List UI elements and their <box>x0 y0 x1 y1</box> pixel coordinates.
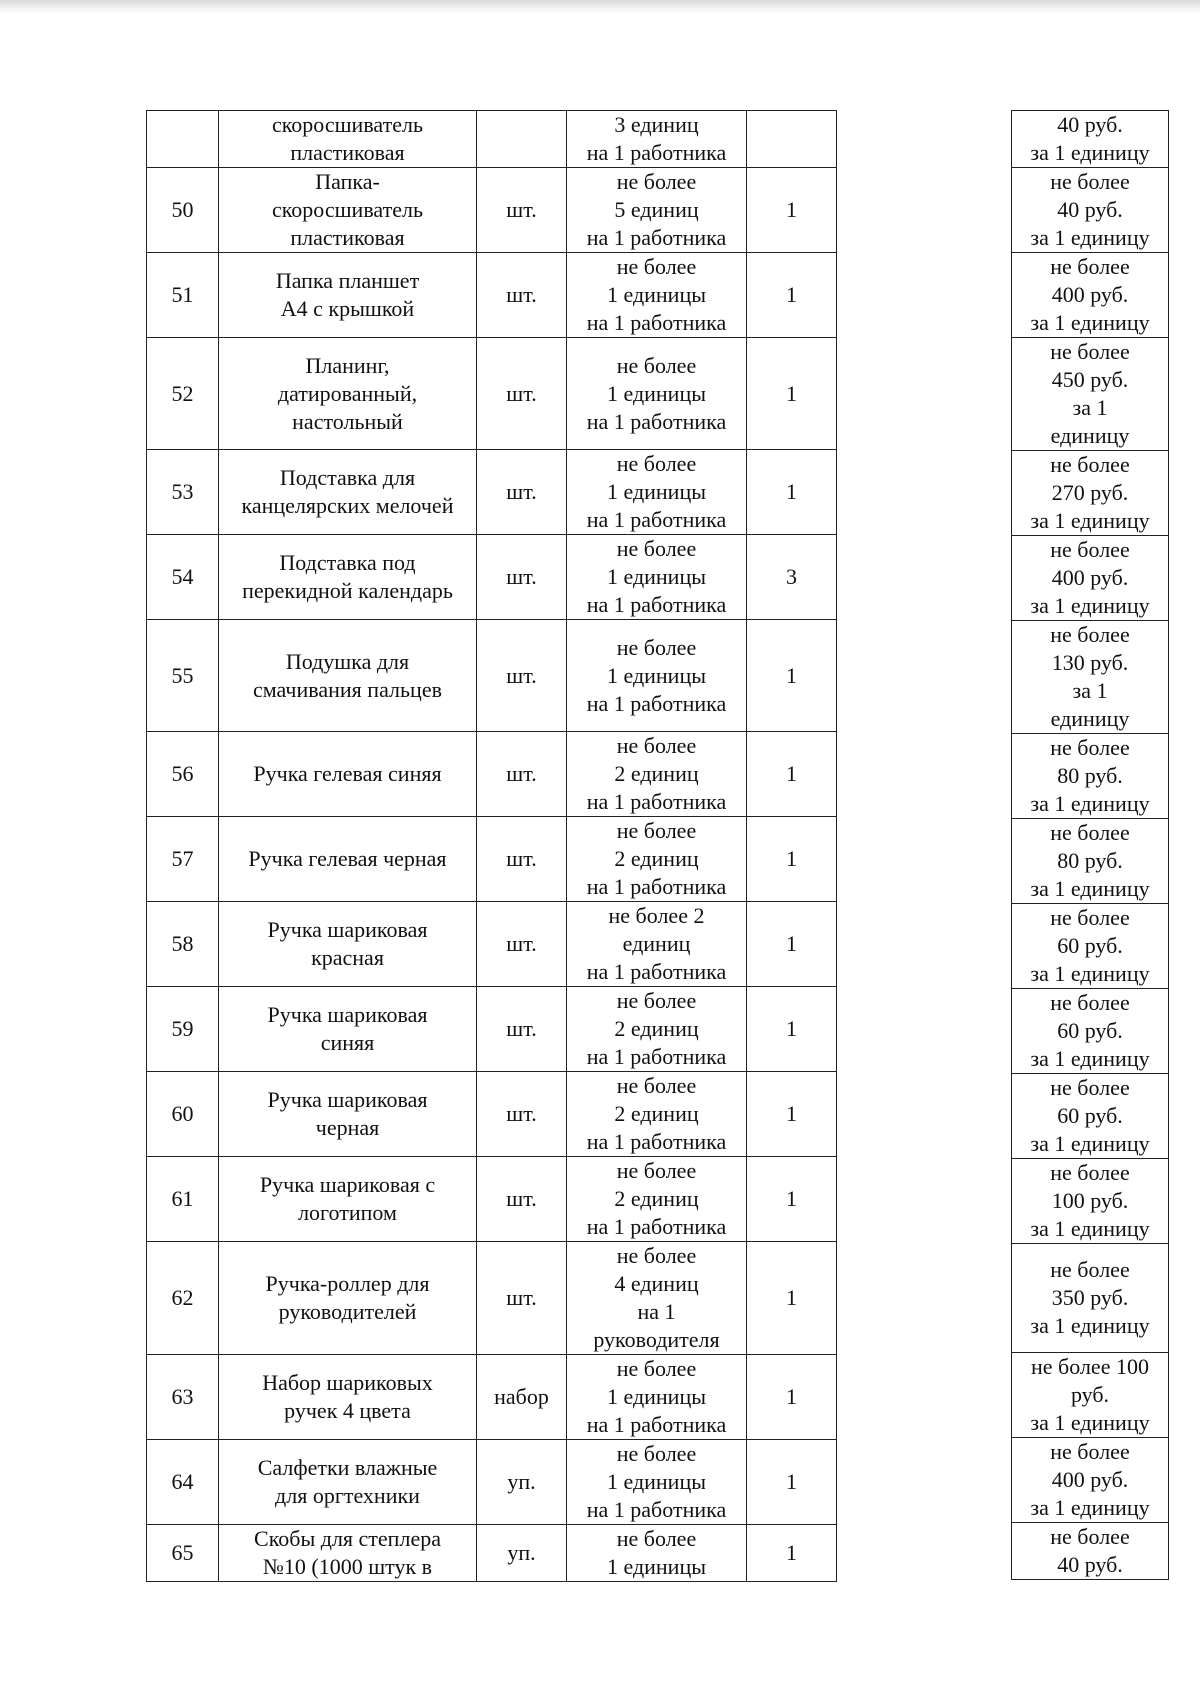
row-number: 51 <box>147 253 219 338</box>
table-row <box>147 1440 837 1525</box>
row-number: 61 <box>147 1157 219 1242</box>
price-row <box>1012 536 1169 621</box>
unit-cell: шт. <box>477 620 567 732</box>
unit-cell <box>477 111 567 168</box>
norm-cell: 3 единиц на 1 работника <box>567 111 747 168</box>
price-cell: не более 60 руб. за 1 единицу <box>1012 989 1169 1074</box>
price-cell: не более 400 руб. за 1 единицу <box>1012 253 1169 338</box>
unit-cell: шт. <box>477 732 567 817</box>
quantity-cell: 1 <box>747 620 837 732</box>
row-number <box>147 111 219 168</box>
price-row <box>1012 1074 1169 1159</box>
unit-cell: шт. <box>477 253 567 338</box>
row-number: 63 <box>147 1355 219 1440</box>
item-name: Подушка для смачивания пальцев <box>219 620 477 732</box>
norm-cell: не более 1 единицы на 1 работника <box>567 1355 747 1440</box>
table-row <box>147 732 837 817</box>
quantity-cell: 1 <box>747 1157 837 1242</box>
price-cell: не более 80 руб. за 1 единицу <box>1012 819 1169 904</box>
price-cell: не более 80 руб. за 1 единицу <box>1012 734 1169 819</box>
price-cell: не более 100 руб. за 1 единицу <box>1012 1159 1169 1244</box>
norm-cell: не более 2 единиц на 1 работника <box>567 987 747 1072</box>
price-row <box>1012 1523 1169 1580</box>
item-name: Подставка под перекидной календарь <box>219 535 477 620</box>
price-table <box>1011 110 1169 1580</box>
price-cell: не более 450 руб. за 1 единицу <box>1012 338 1169 451</box>
quantity-cell: 1 <box>747 168 837 253</box>
quantity-cell: 1 <box>747 253 837 338</box>
price-cell: 40 руб. за 1 единицу <box>1012 111 1169 168</box>
row-number: 62 <box>147 1242 219 1355</box>
price-row <box>1012 168 1169 253</box>
row-number: 53 <box>147 450 219 535</box>
norm-cell: не более 1 единицы на 1 работника <box>567 535 747 620</box>
norm-cell: не более 2 единиц на 1 работника <box>567 1072 747 1157</box>
norm-cell: не более 2 единиц на 1 работника <box>567 817 747 902</box>
price-cell: не более 60 руб. за 1 единицу <box>1012 904 1169 989</box>
table-row <box>147 450 837 535</box>
table-row <box>147 168 837 253</box>
item-name: Ручка шариковая черная <box>219 1072 477 1157</box>
table-row <box>147 1355 837 1440</box>
table-row <box>147 338 837 450</box>
price-row <box>1012 734 1169 819</box>
item-name: Набор шариковых ручек 4 цвета <box>219 1355 477 1440</box>
supplies-table <box>146 110 837 1582</box>
quantity-cell: 1 <box>747 1242 837 1355</box>
price-row <box>1012 1438 1169 1523</box>
scan-edge <box>0 0 1200 14</box>
norm-cell: не более 4 единиц на 1 руководителя <box>567 1242 747 1355</box>
unit-cell: шт. <box>477 338 567 450</box>
price-cell: не более 270 руб. за 1 единицу <box>1012 451 1169 536</box>
price-row <box>1012 111 1169 168</box>
quantity-cell: 1 <box>747 817 837 902</box>
row-number: 52 <box>147 338 219 450</box>
item-name: Планинг, датированный, настольный <box>219 338 477 450</box>
quantity-cell: 1 <box>747 1440 837 1525</box>
table-row <box>147 1242 837 1355</box>
table-row <box>147 987 837 1072</box>
row-number: 59 <box>147 987 219 1072</box>
quantity-cell <box>747 111 837 168</box>
price-row <box>1012 338 1169 451</box>
table-row <box>147 535 837 620</box>
table-row <box>147 620 837 732</box>
item-name: скоросшиватель пластиковая <box>219 111 477 168</box>
row-number: 65 <box>147 1525 219 1582</box>
quantity-cell: 1 <box>747 1525 837 1582</box>
norm-cell: не более 1 единицы на 1 работника <box>567 338 747 450</box>
table-row <box>147 1072 837 1157</box>
price-cell: не более 100 руб. за 1 единицу <box>1012 1353 1169 1438</box>
price-row <box>1012 621 1169 734</box>
quantity-cell: 3 <box>747 535 837 620</box>
item-name: Ручка гелевая черная <box>219 817 477 902</box>
unit-cell: уп. <box>477 1440 567 1525</box>
price-cell: не более 40 руб. за 1 единицу <box>1012 168 1169 253</box>
table-row <box>147 902 837 987</box>
quantity-cell: 1 <box>747 987 837 1072</box>
unit-cell: уп. <box>477 1525 567 1582</box>
unit-cell: шт. <box>477 1242 567 1355</box>
item-name: Ручка-роллер для руководителей <box>219 1242 477 1355</box>
unit-cell: шт. <box>477 1157 567 1242</box>
price-row <box>1012 1244 1169 1353</box>
table-row <box>147 111 837 168</box>
price-row <box>1012 819 1169 904</box>
quantity-cell: 1 <box>747 902 837 987</box>
item-name: Папка планшет А4 с крышкой <box>219 253 477 338</box>
price-cell: не более 60 руб. за 1 единицу <box>1012 1074 1169 1159</box>
row-number: 50 <box>147 168 219 253</box>
norm-cell: не более 1 единицы на 1 работника <box>567 450 747 535</box>
quantity-cell: 1 <box>747 732 837 817</box>
table-row <box>147 817 837 902</box>
table-row <box>147 1525 837 1582</box>
quantity-cell: 1 <box>747 338 837 450</box>
norm-cell: не более 1 единицы на 1 работника <box>567 253 747 338</box>
quantity-cell: 1 <box>747 450 837 535</box>
item-name: Салфетки влажные для оргтехники <box>219 1440 477 1525</box>
price-table-body <box>1012 111 1169 1580</box>
norm-cell: не более 1 единицы на 1 работника <box>567 620 747 732</box>
quantity-cell: 1 <box>747 1355 837 1440</box>
unit-cell: шт. <box>477 902 567 987</box>
table-row <box>147 253 837 338</box>
quantity-cell: 1 <box>747 1072 837 1157</box>
price-row <box>1012 989 1169 1074</box>
price-row <box>1012 451 1169 536</box>
table-row <box>147 1157 837 1242</box>
row-number: 58 <box>147 902 219 987</box>
row-number: 57 <box>147 817 219 902</box>
row-number: 54 <box>147 535 219 620</box>
price-cell: не более 130 руб. за 1 единицу <box>1012 621 1169 734</box>
price-cell: не более 350 руб. за 1 единицу <box>1012 1244 1169 1353</box>
item-name: Скобы для степлера №10 (1000 штук в <box>219 1525 477 1582</box>
price-row <box>1012 1353 1169 1438</box>
price-row <box>1012 904 1169 989</box>
item-name: Подставка для канцелярских мелочей <box>219 450 477 535</box>
norm-cell: не более 2 единиц на 1 работника <box>567 732 747 817</box>
unit-cell: набор <box>477 1355 567 1440</box>
unit-cell: шт. <box>477 987 567 1072</box>
row-number: 56 <box>147 732 219 817</box>
unit-cell: шт. <box>477 1072 567 1157</box>
price-cell: не более 400 руб. за 1 единицу <box>1012 1438 1169 1523</box>
norm-cell: не более 1 единицы на 1 работника <box>567 1440 747 1525</box>
unit-cell: шт. <box>477 817 567 902</box>
item-name: Папка- скоросшиватель пластиковая <box>219 168 477 253</box>
unit-cell: шт. <box>477 535 567 620</box>
price-row <box>1012 1159 1169 1244</box>
supplies-table-body <box>147 111 837 1582</box>
norm-cell: не более 5 единиц на 1 работника <box>567 168 747 253</box>
price-cell: не более 40 руб. <box>1012 1523 1169 1580</box>
unit-cell: шт. <box>477 450 567 535</box>
price-row <box>1012 253 1169 338</box>
price-cell: не более 400 руб. за 1 единицу <box>1012 536 1169 621</box>
norm-cell: не более 2 единиц на 1 работника <box>567 902 747 987</box>
item-name: Ручка гелевая синяя <box>219 732 477 817</box>
item-name: Ручка шариковая с логотипом <box>219 1157 477 1242</box>
row-number: 55 <box>147 620 219 732</box>
row-number: 60 <box>147 1072 219 1157</box>
row-number: 64 <box>147 1440 219 1525</box>
norm-cell: не более 2 единиц на 1 работника <box>567 1157 747 1242</box>
norm-cell: не более 1 единицы <box>567 1525 747 1582</box>
item-name: Ручка шариковая красная <box>219 902 477 987</box>
unit-cell: шт. <box>477 168 567 253</box>
item-name: Ручка шариковая синяя <box>219 987 477 1072</box>
